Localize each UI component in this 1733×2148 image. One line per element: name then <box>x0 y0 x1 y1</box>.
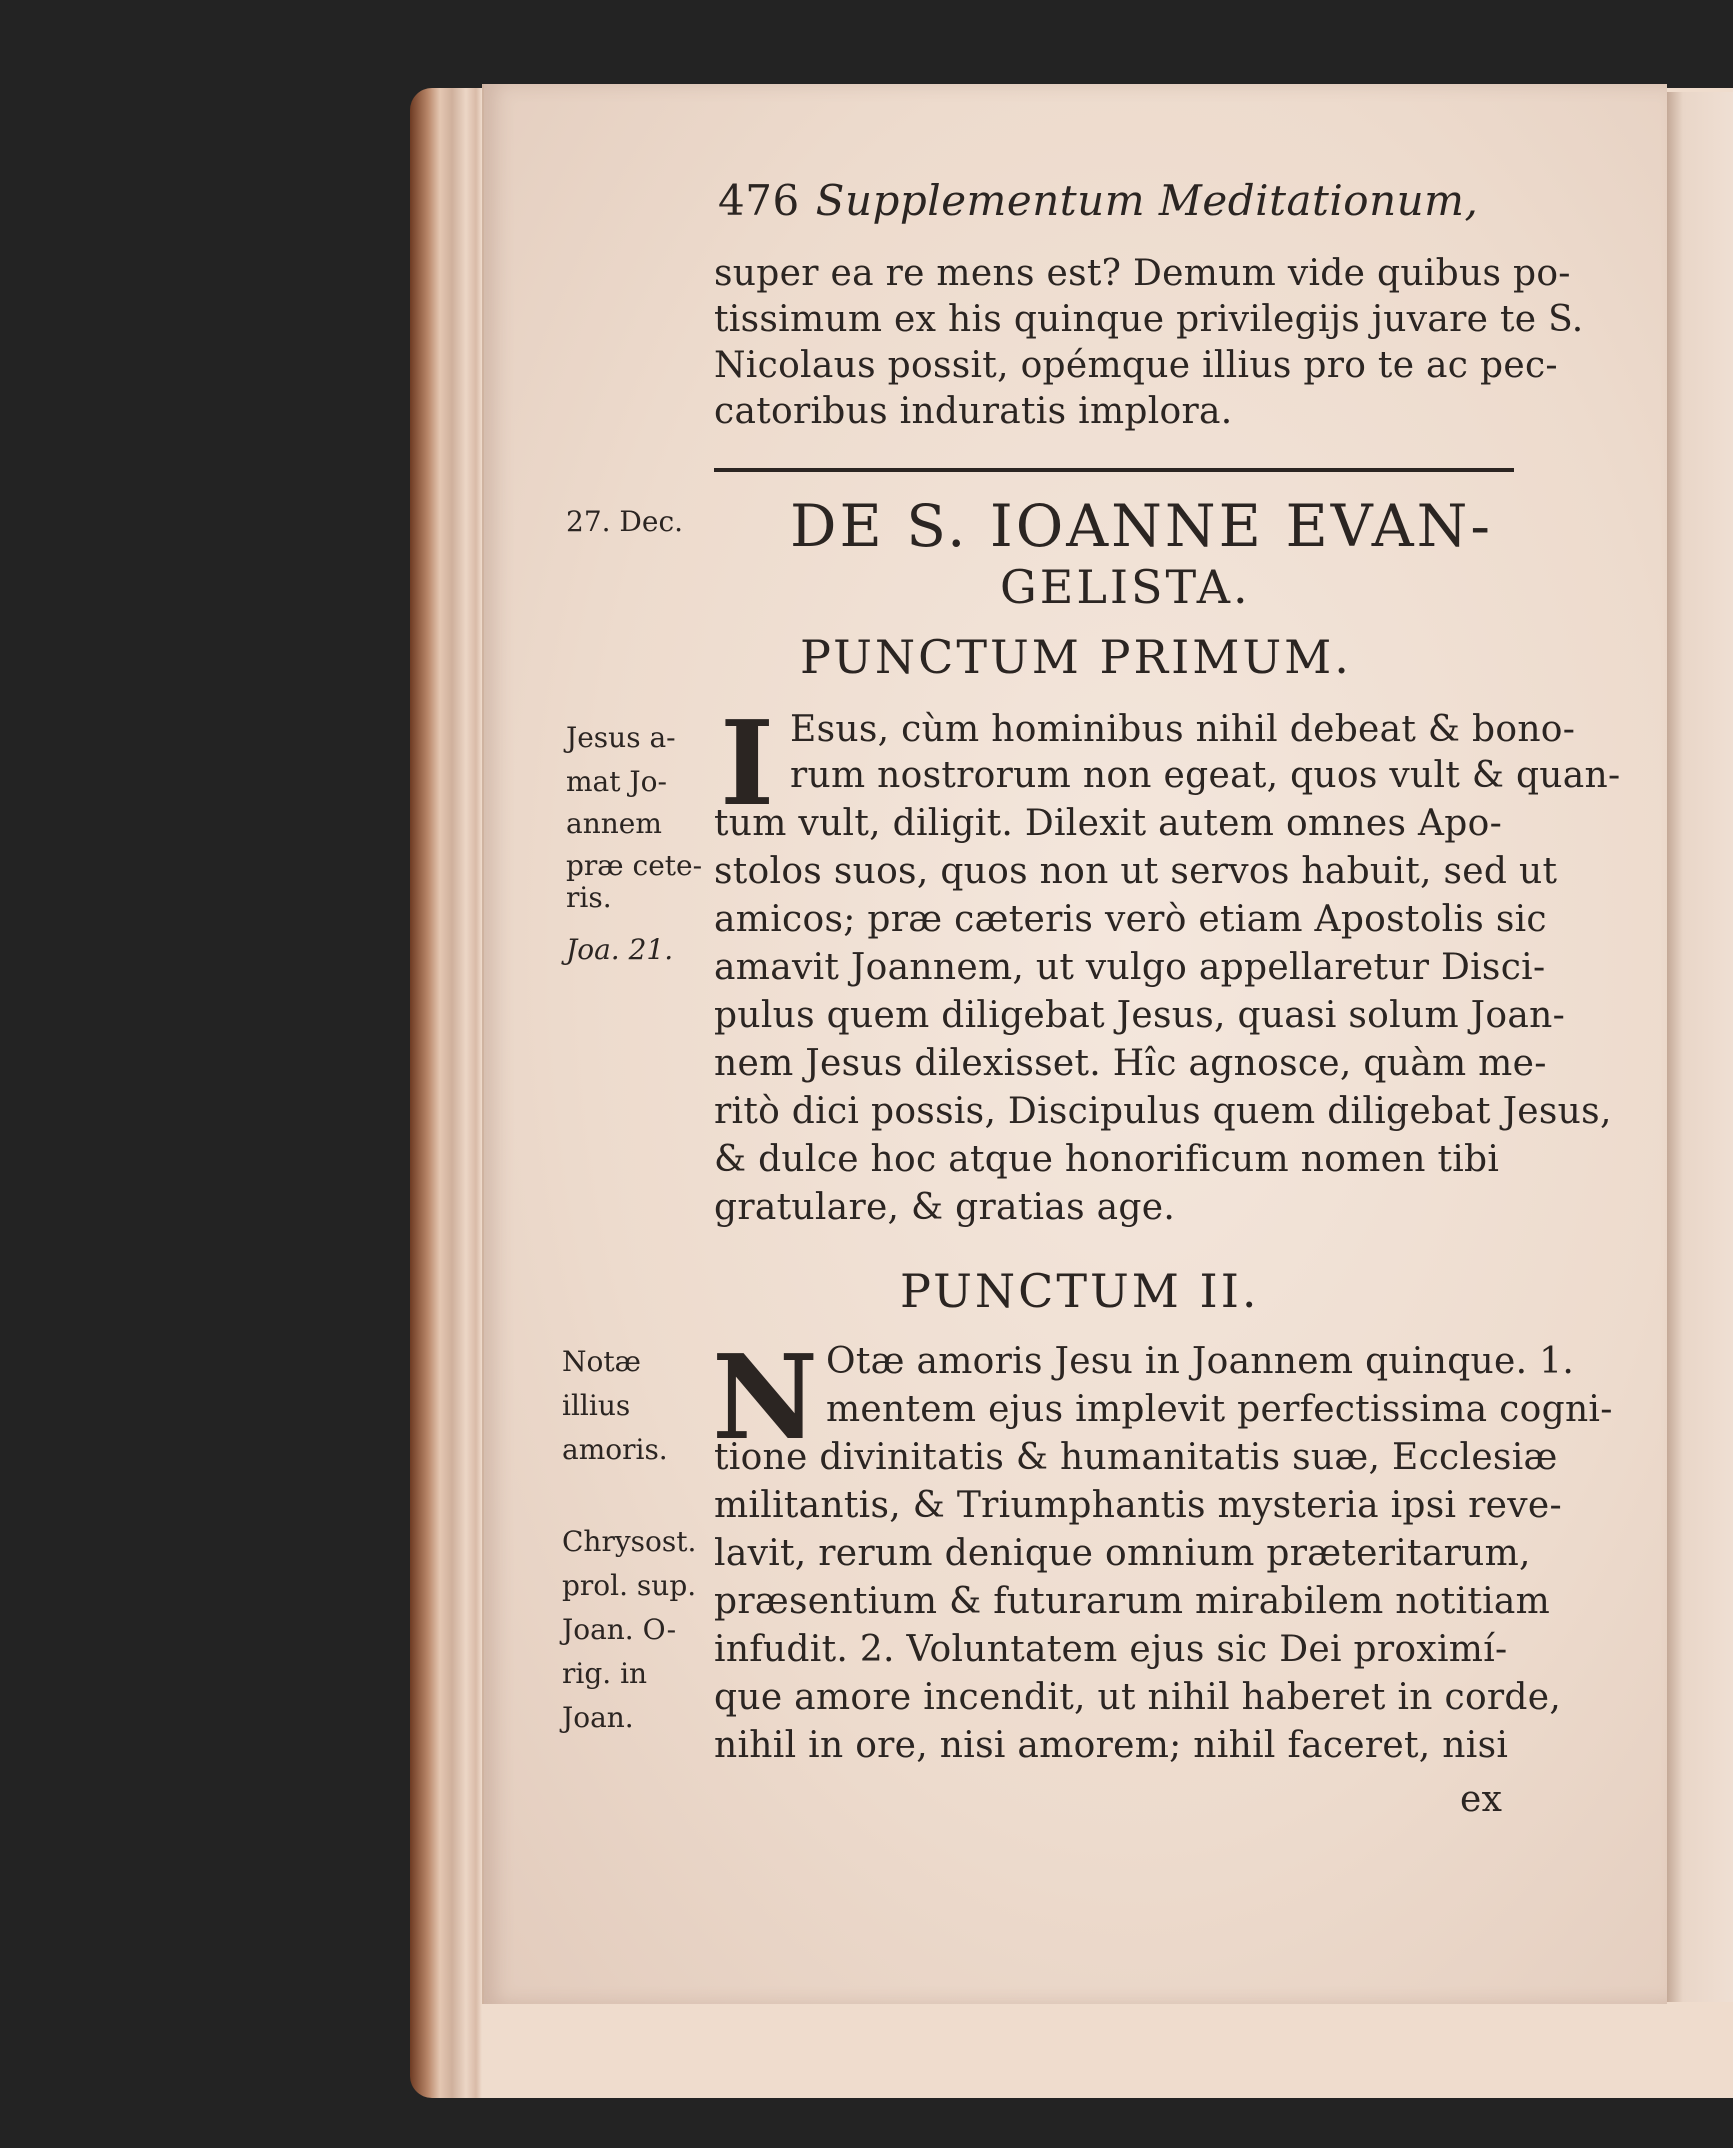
text-line: & dulce hoc atque honorificum nomen tibi <box>714 1139 1500 1180</box>
margin-note: Notæ <box>562 1345 641 1378</box>
date-note: 27. Dec. <box>566 505 684 538</box>
margin-note: rig. in <box>562 1657 648 1690</box>
text-line: que amore incendit, ut nihil haberet in corde, <box>714 1677 1562 1718</box>
margin-note: Jesus a- <box>566 721 676 754</box>
text-line: nem Jesus dilexisset. Hîc agnosce, quàm me- <box>714 1043 1547 1084</box>
punctum-primum-heading: PUNCTUM PRIMUM. <box>800 630 1352 684</box>
margin-note: præ cete- <box>566 849 703 882</box>
running-head <box>718 176 1478 225</box>
running-title: Supplementum Meditationum, <box>815 176 1479 225</box>
facing-page-edge <box>1665 92 1733 2002</box>
text-line: stolos suos, quos non ut servos habuit, sed ut <box>714 851 1558 892</box>
margin-note: prol. sup. <box>562 1569 697 1602</box>
dropcap-i: I <box>720 696 775 832</box>
dropcap-n: N <box>712 1330 819 1466</box>
text-line: Esus, cùm hominibus nihil debeat & bono- <box>790 709 1576 750</box>
margin-note: annem <box>566 807 662 840</box>
text-line: amicos; præ cæteris verò etiam Apostolis sic <box>714 899 1547 940</box>
margin-note: Joan. O- <box>562 1613 677 1646</box>
text-line: lavit, rerum denique omnium præteritarum, <box>714 1533 1531 1574</box>
text-line: amavit Joannem, ut vulgo appellaretur Disci- <box>714 947 1546 988</box>
text-line: militantis, & Triumphantis mysteria ipsi reve- <box>714 1485 1562 1526</box>
text-line: rum nostrorum non egeat, quos vult & quan- <box>790 755 1621 796</box>
margin-note: Joan. <box>562 1701 634 1734</box>
text-line: præsentium & futurarum mirabilem notitiam <box>714 1581 1551 1622</box>
text-line: super ea re mens est? Demum vide quibus po- <box>714 253 1571 294</box>
margin-note: Joa. 21. <box>566 933 674 966</box>
margin-note: mat Jo- <box>566 765 667 798</box>
punctum-ii-heading: PUNCTUM II. <box>900 1264 1260 1318</box>
text-line: Otæ amoris Jesu in Joannem quinque. 1. <box>826 1341 1575 1382</box>
text-line: pulus quem diligebat Jesus, quasi solum Joan- <box>714 995 1566 1036</box>
text-line: ritò dici possis, Discipulus quem diligebat Jesus, <box>714 1091 1612 1132</box>
section-title-line1: DE S. IOANNE EVAN- <box>790 492 1493 560</box>
text-line: nihil in ore, nisi amorem; nihil faceret, nisi <box>714 1725 1509 1766</box>
margin-note: ris. <box>566 881 612 914</box>
text-line: Nicolaus possit, opémque illius pro te ac pec- <box>714 345 1558 386</box>
margin-note: amoris. <box>562 1433 668 1466</box>
text-line: mentem ejus implevit perfectissima cogni- <box>826 1389 1613 1430</box>
text-line: tione divinitatis & humanitatis suæ, Ecclesiæ <box>714 1437 1558 1478</box>
section-title-line2: GELISTA. <box>1000 560 1251 614</box>
text-line: catoribus induratis implora. <box>714 391 1233 432</box>
text-line: tissimum ex his quinque privilegijs juvare te S. <box>714 299 1584 340</box>
text-line: tum vult, diligit. Dilexit autem omnes Apo- <box>714 803 1503 844</box>
page-number: 476 <box>718 176 800 225</box>
section-divider <box>714 468 1514 472</box>
text-line: gratulare, & gratias age. <box>714 1187 1176 1228</box>
margin-note: Chrysost. <box>562 1525 697 1558</box>
catchword: ex <box>1460 1779 1503 1820</box>
text-line: infudit. 2. Voluntatem ejus sic Dei proximí- <box>714 1629 1508 1670</box>
margin-note: illius <box>562 1389 631 1422</box>
